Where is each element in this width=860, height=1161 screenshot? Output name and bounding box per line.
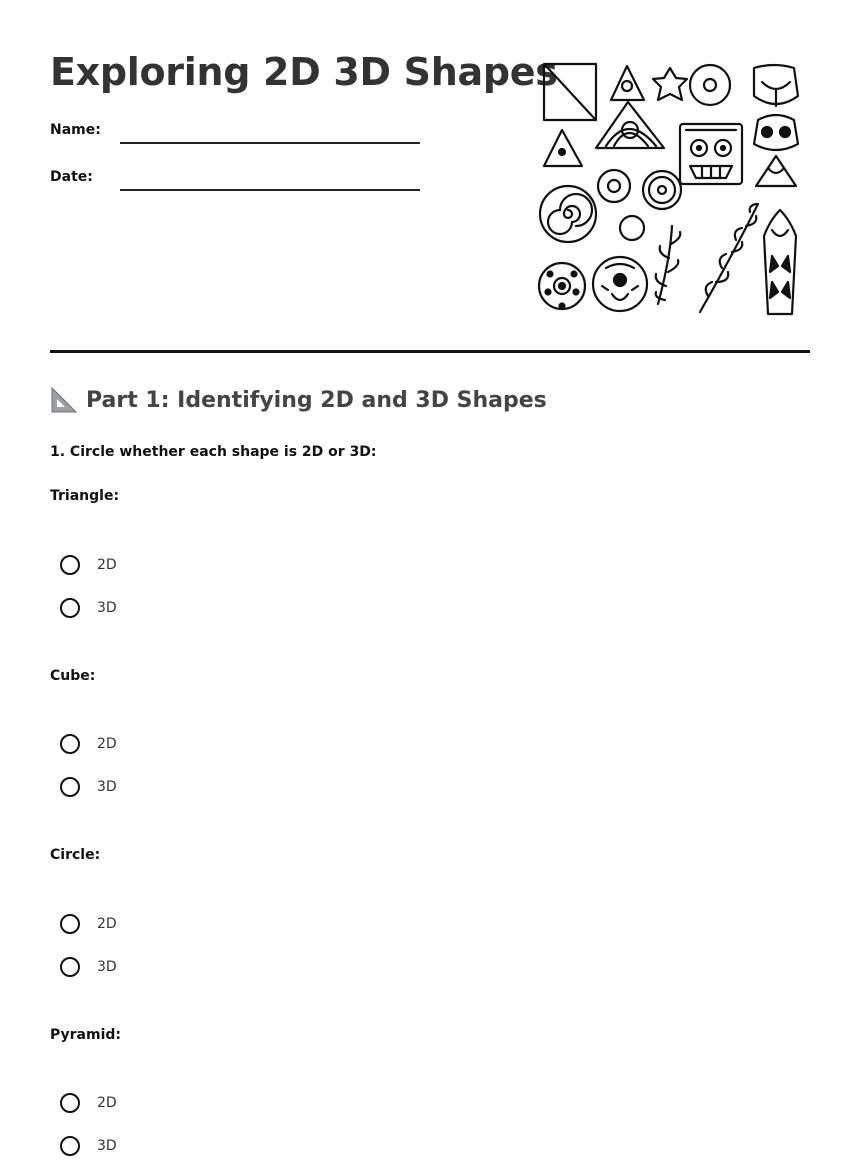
radio-button[interactable]: [60, 777, 80, 797]
set-square-icon: [50, 386, 78, 414]
name-label: Name:: [50, 122, 101, 138]
radio-button[interactable]: [60, 598, 80, 618]
date-label: Date:: [50, 169, 93, 185]
spiral-icon: [540, 186, 596, 242]
triangle-circle-icon: [611, 66, 644, 100]
shape-label: Triangle:: [50, 488, 120, 504]
patterned-shield-icon: [539, 257, 647, 311]
carved-totem-icon: [764, 210, 796, 314]
radio-button[interactable]: [60, 1136, 80, 1156]
option-2d[interactable]: [60, 914, 117, 934]
name-field[interactable]: [50, 116, 430, 146]
concentric-circles-icon: [598, 170, 681, 240]
dot-triangle-icon: [544, 130, 582, 166]
tiki-totem-icon: [754, 65, 798, 186]
radio-button[interactable]: [60, 957, 80, 977]
option-label: 3D: [97, 959, 117, 975]
decorative-shapes-illustration: [536, 60, 804, 316]
part1-title: Part 1: Identifying 2D and 3D Shapes: [86, 387, 547, 413]
date-field[interactable]: [50, 163, 430, 193]
option-2d[interactable]: [60, 1093, 117, 1113]
option-3d[interactable]: [60, 957, 117, 977]
fern-leaf-icon: [656, 226, 681, 304]
worksheet-title: Exploring 2D 3D Shapes: [50, 50, 558, 94]
date-line[interactable]: [120, 189, 420, 191]
question-1: 1. Circle whether each shape is 2D or 3D:: [50, 444, 377, 460]
shape-label: Pyramid:: [50, 1027, 122, 1043]
shape-item-circle: [50, 845, 550, 975]
part1-heading: [50, 386, 547, 414]
radio-button[interactable]: [60, 1093, 80, 1113]
radio-button[interactable]: [60, 914, 80, 934]
option-3d[interactable]: [60, 1136, 117, 1156]
option-2d[interactable]: [60, 555, 117, 575]
shape-item-triangle: [50, 486, 550, 616]
header-divider: [50, 350, 810, 353]
ring-icon: [690, 65, 730, 105]
star-icon: [653, 68, 687, 100]
option-label: 3D: [97, 779, 117, 795]
fern-frond-icon: [700, 204, 758, 312]
radio-button[interactable]: [60, 555, 80, 575]
option-3d[interactable]: [60, 777, 117, 797]
patterned-triangle-icon: [596, 102, 664, 148]
shape-label: Cube:: [50, 668, 96, 684]
option-label: 2D: [97, 557, 117, 573]
option-label: 3D: [97, 600, 117, 616]
option-2d[interactable]: [60, 734, 117, 754]
option-label: 3D: [97, 1138, 117, 1154]
radio-button[interactable]: [60, 734, 80, 754]
option-label: 2D: [97, 736, 117, 752]
shape-item-cube: [50, 666, 550, 795]
name-line[interactable]: [120, 142, 420, 144]
tiki-mask-icon: [680, 124, 742, 184]
option-label: 2D: [97, 1095, 117, 1111]
option-label: 2D: [97, 916, 117, 932]
shape-label: Circle:: [50, 847, 101, 863]
option-3d[interactable]: [60, 598, 117, 618]
shape-item-pyramid: [50, 1025, 550, 1154]
square-icon: [544, 64, 596, 120]
